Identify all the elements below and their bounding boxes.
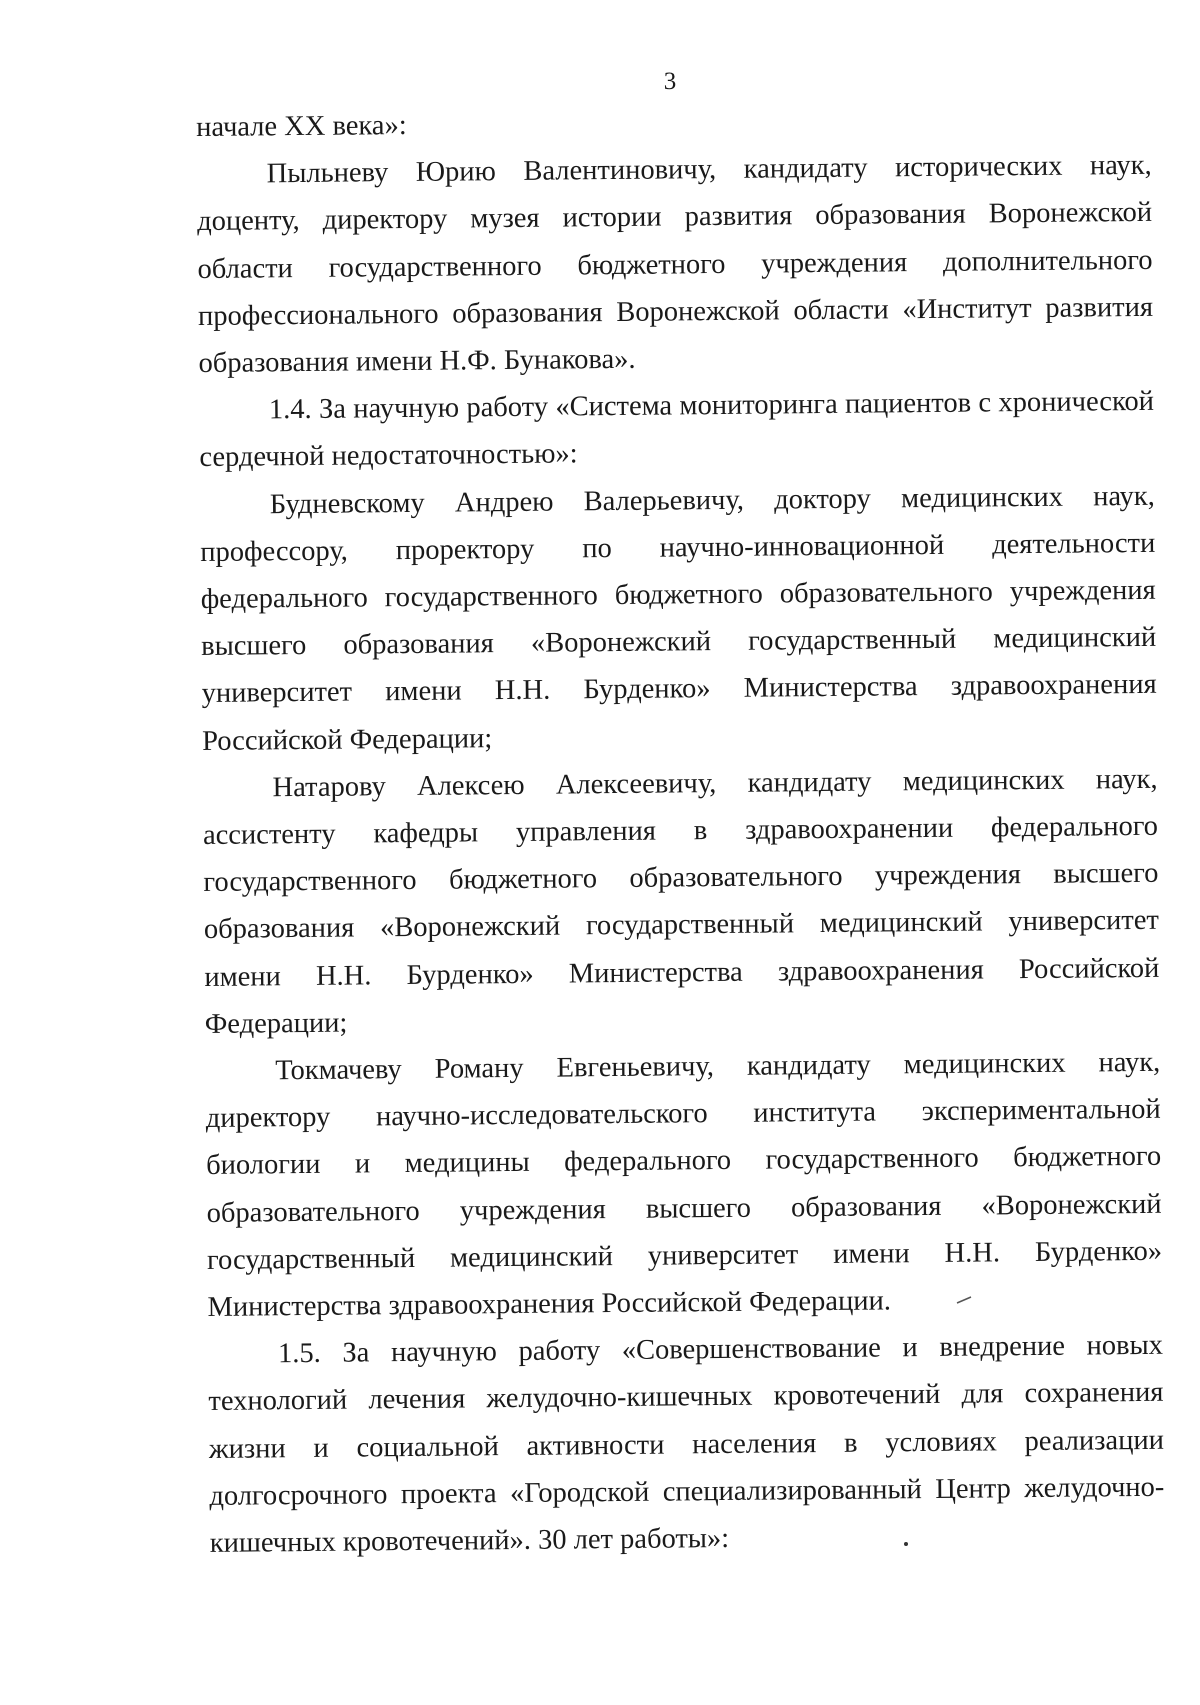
paragraph-budnevsky: Будневскому Андрею Валерьевичу, доктору медицинских наук, профессору, проректору по научно-инновационной деятельности федерального государственного бюджетного образовательного учреждения высшего образования «Воронежский государственный медицинский университет имени Н.Н. Бурденко» Министерства здравоохранения Российской Федерации;: [200, 480, 1157, 757]
paragraph-tokmachev: Токмачеву Роману Евгеньевичу, кандидату медицинских наук, директору научно-исследовательского института экспериментальной биологии и медицины федерального государственного бюджетного образовательного учреждения высшего образования «Воронежский государственный медицинский университет имени Н.Н. Бурденко» Министерства здравоохранения Российской Федерации.: [205, 1046, 1163, 1324]
paragraph-natarov: Натарову Алексею Алексеевичу, кандидату медицинских наук, ассистенту кафедры управления в здравоохранении федерального государственного бюджетного образовательного учреждения высшего образования «Воронежский государственный медицинский университет имени Н.Н. Бурденко» Министерства здравоохранения Российской Федерации;: [202, 763, 1160, 1040]
paragraph-continuation: начале XX века»:: [196, 109, 407, 143]
paragraph-pylnev: Пыльневу Юрию Валентиновичу, кандидату исторических наук, доценту, директору музея истории развития образования Воронежской области государственного бюджетного учреждения дополнительного профессионального образования Воронежской области «Институт развития образования имени Н.Ф. Бунакова».: [196, 150, 1154, 380]
pen-mark: [955, 1295, 975, 1305]
document-body: [196, 95, 1165, 1567]
ink-dot: [903, 1541, 909, 1547]
paragraph-section-1-4: 1.4. За научную работу «Система мониторинга пациентов с хронической сердечной недостаточностью»:: [199, 386, 1155, 474]
paragraph-section-1-5: 1.5. За научную работу «Совершенствование и внедрение новых технологий лечения желудочно-кишечных кровотечений для сохранения жизни и социальной активности населения в условиях реализации долгосрочного проекта «Городской специализированный Центр желудочно-кишечных кровотечений». 30 лет работы»:: [208, 1330, 1165, 1560]
page-number: 3: [663, 68, 677, 95]
